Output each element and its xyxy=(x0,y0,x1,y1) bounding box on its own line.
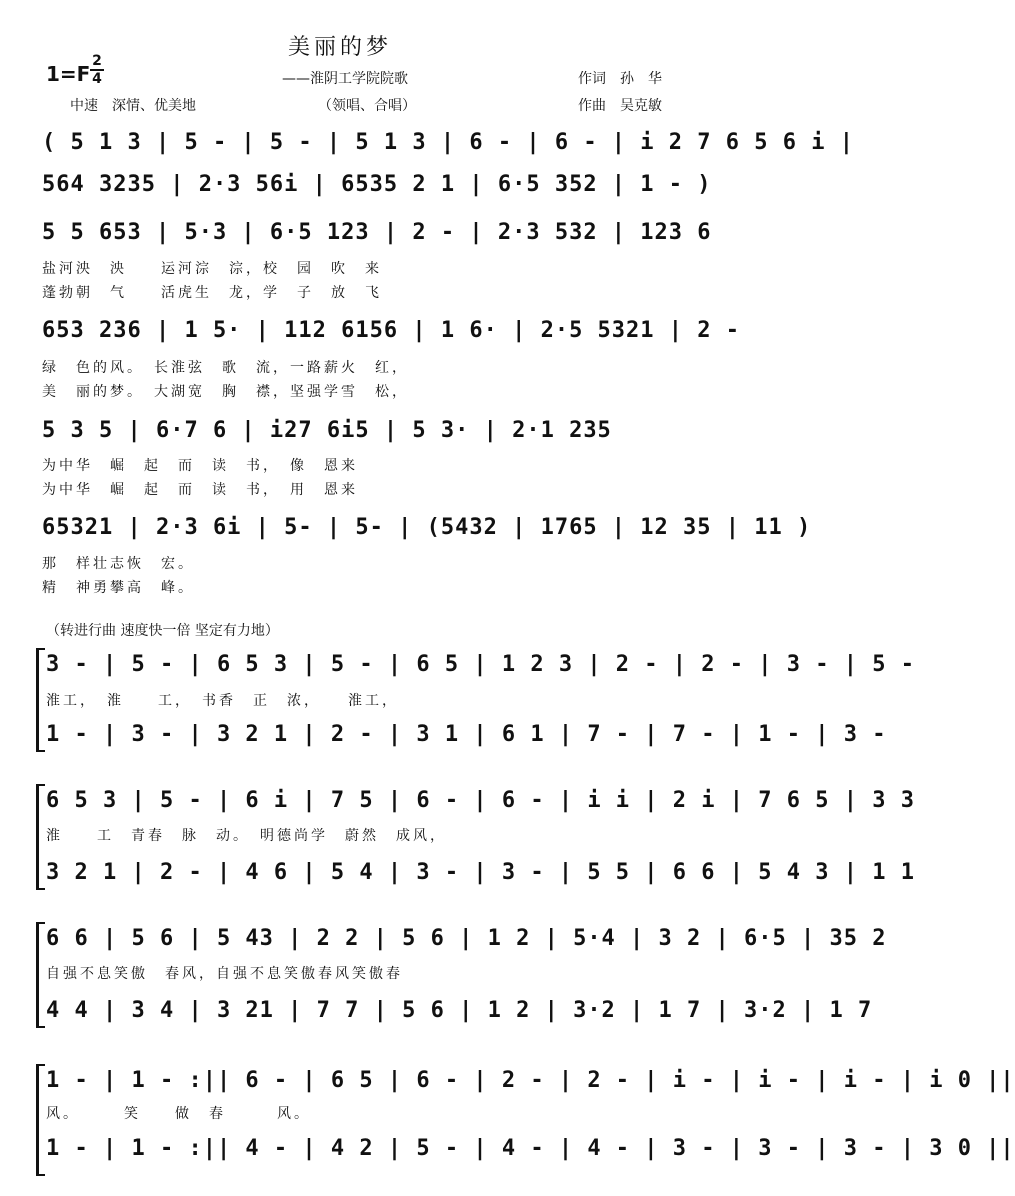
verse-2-lyric-b: 美 丽的梦。 大湖宽 胸 襟，坚强学雪 松， xyxy=(42,384,409,400)
chorus-3-lyric: 自强不息笑傲 春风，自强不息笑傲春风笑傲春 xyxy=(46,966,403,982)
intro-line-1: ( 5 1 3 | 5 - | 5 - | 5 1 3 | 6 - | 6 - | i 2 7 6 5 6 i | xyxy=(42,130,854,155)
chorus-2-lower: 3 2 1 | 2 - | 4 6 | 5 4 | 3 - | 3 - | 5 5 | 6 6 | 5 4 3 | 1 1 xyxy=(46,860,915,885)
key-signature: 1=F xyxy=(46,62,91,86)
intro-line-2: 564 3235 | 2·3 56i | 6535 2 1 | 6·5 352 | 1 - ) xyxy=(42,172,712,197)
march-tempo-note: （转进行曲 速度快一倍 坚定有力地） xyxy=(46,623,279,639)
verse-4-notes: 65321 | 2·3 6i | 5- | 5- | (5432 | 1765 | 12 35 | 11 ) xyxy=(42,515,812,540)
verse-2-lyric-a: 绿 色的风。 长淮弦 歌 流，一路薪火 红， xyxy=(42,360,409,376)
verse-4-lyric-a: 那 样壮志恢 宏。 xyxy=(42,556,195,572)
verse-4-lyric-b: 精 神勇攀高 峰。 xyxy=(42,580,195,596)
verse-3-lyric-a: 为中华 崛 起 而 读 书， 像 恩来 xyxy=(42,458,358,474)
verse-2-notes: 653 236 | 1 5· | 112 6156 | 1 6· | 2·5 5321 | 2 - xyxy=(42,318,741,343)
chorus-4-lower: 1 - | 1 - :|| 4 - | 4 2 | 5 - | 4 - | 4 - | 3 - | 3 - | 3 - | 3 0 || xyxy=(46,1136,1015,1161)
chorus-1-lyric: 淮工， 淮 工， 书香 正 浓， 淮工， xyxy=(46,693,399,709)
chorus-1-lower: 1 - | 3 - | 3 2 1 | 2 - | 3 1 | 6 1 | 7 - | 7 - | 1 - | 3 - xyxy=(46,722,887,747)
chorus-3-upper: 6 6 | 5 6 | 5 43 | 2 2 | 5 6 | 1 2 | 5·4 | 3 2 | 6·5 | 35 2 xyxy=(46,926,887,951)
verse-1-lyric-a: 盐河泱 泱 运河淙 淙，校 园 吹 来 xyxy=(42,261,382,277)
chorus-4-lyric: 风。 笑 做 春 风。 xyxy=(46,1106,311,1122)
meter-top: 2 xyxy=(92,53,102,69)
chorus-2-lyric: 淮 工 青春 脉 动。 明德尚学 蔚然 成风， xyxy=(46,828,447,844)
verse-3-notes: 5 3 5 | 6·7 6 | i27 6i5 | 5 3· | 2·1 235 xyxy=(42,418,612,443)
chorus-4-upper: 1 - | 1 - :|| 6 - | 6 5 | 6 - | 2 - | 2 - | i - | i - | i - | i 0 || xyxy=(46,1068,1015,1093)
lyricist-credit: 作词 孙 华 xyxy=(578,71,662,87)
song-subtitle: ——淮阴工学院院歌 xyxy=(282,71,408,87)
system-brace-2 xyxy=(36,784,45,890)
chorus-1-upper: 3 - | 5 - | 6 5 3 | 5 - | 6 5 | 1 2 3 | 2 - | 2 - | 3 - | 5 - xyxy=(46,652,915,677)
song-title: 美丽的梦 xyxy=(288,35,393,60)
verse-3-lyric-b: 为中华 崛 起 而 读 书， 用 恩来 xyxy=(42,482,358,498)
verse-1-notes: 5 5 653 | 5·3 | 6·5 123 | 2 - | 2·3 532 | 123 6 xyxy=(42,220,712,245)
system-brace-3 xyxy=(36,922,45,1028)
meter-bottom: 4 xyxy=(92,71,102,87)
chorus-3-lower: 4 4 | 3 4 | 3 21 | 7 7 | 5 6 | 1 2 | 3·2 | 1 7 | 3·2 | 1 7 xyxy=(46,998,873,1023)
verse-1-lyric-b: 蓬勃朝 气 活虎生 龙，学 子 放 飞 xyxy=(42,285,382,301)
tempo-marking: 中速 深情、优美地 xyxy=(70,98,196,114)
performance-note: （领唱、合唱） xyxy=(318,98,416,114)
time-signature xyxy=(90,54,104,86)
system-brace-4 xyxy=(36,1064,45,1176)
system-brace-1 xyxy=(36,648,45,752)
composer-credit: 作曲 吴克敏 xyxy=(578,98,662,114)
chorus-2-upper: 6 5 3 | 5 - | 6 i | 7 5 | 6 - | 6 - | i i | 2 i | 7 6 5 | 3 3 xyxy=(46,788,915,813)
